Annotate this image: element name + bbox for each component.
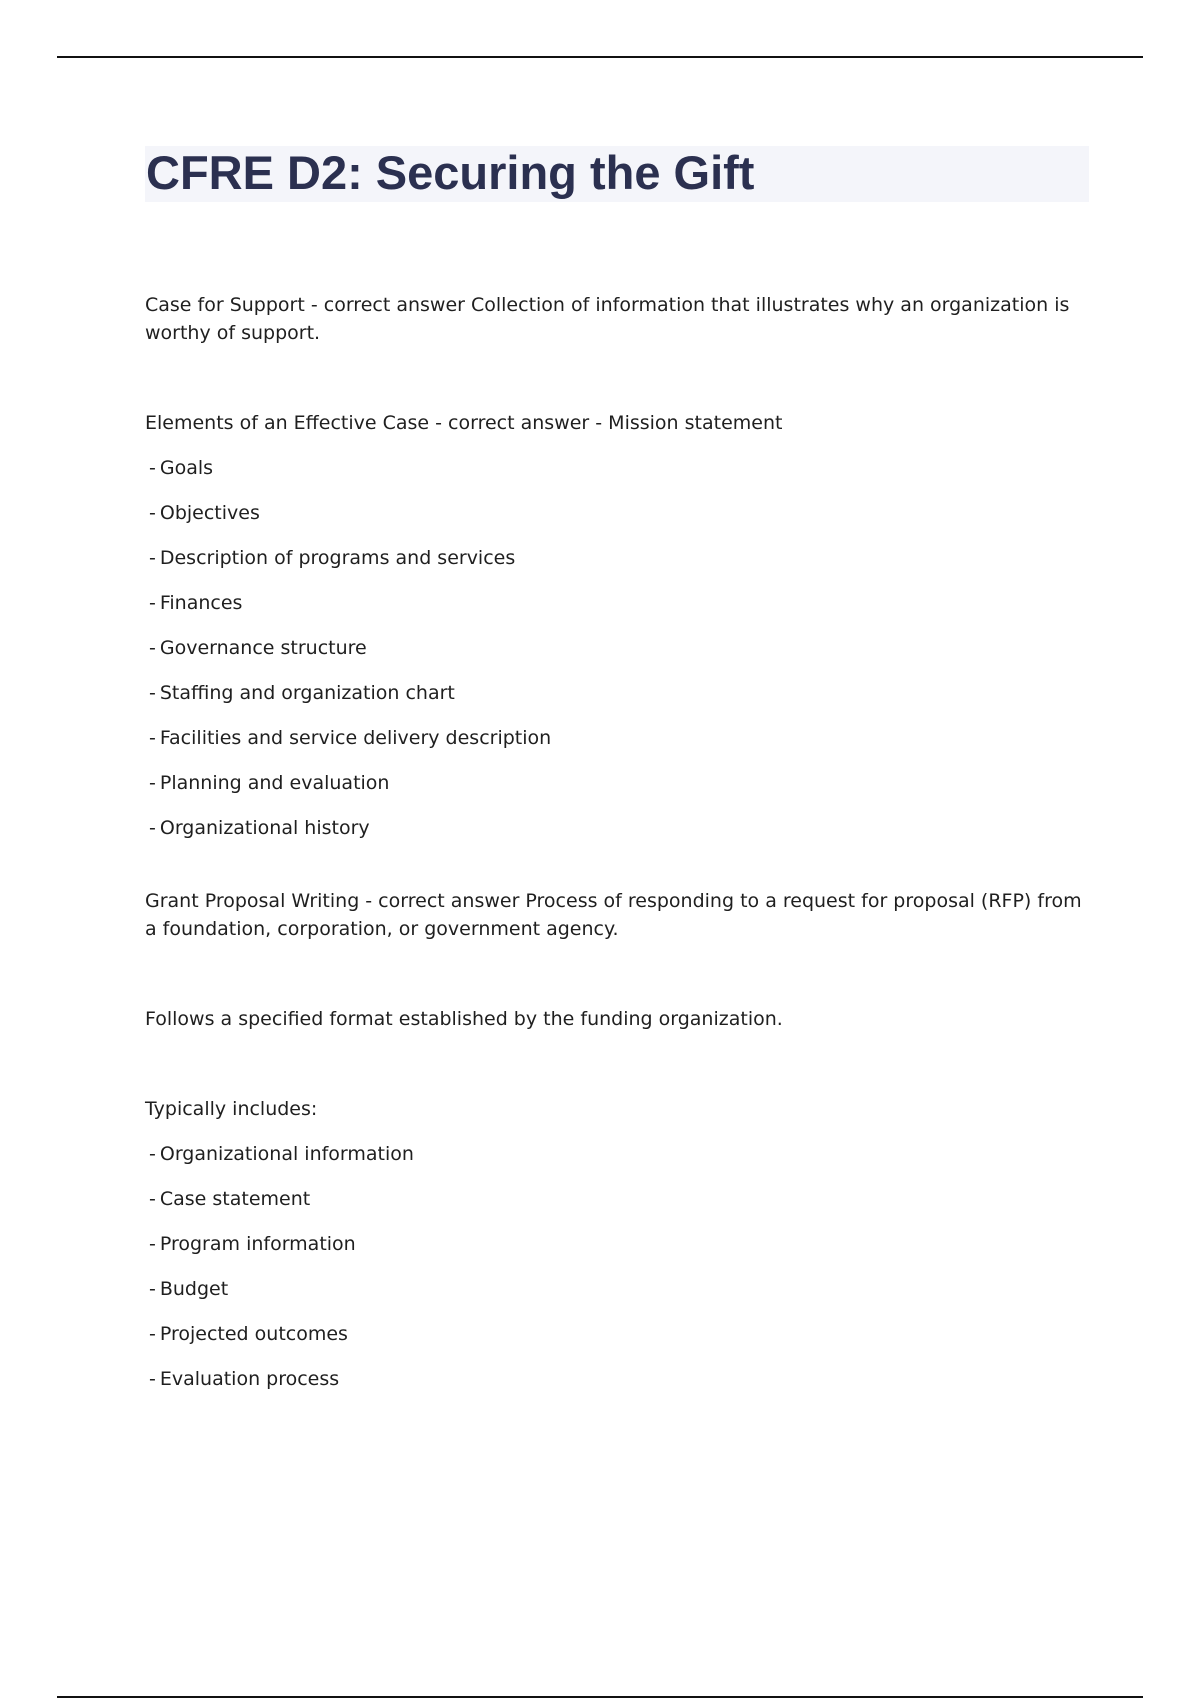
entry-elements-effective-case xyxy=(145,409,1095,842)
entry-grant-proposal-writing: Grant Proposal Writing - correct answer Process of responding to a request for proposal (RFP) from a foundation, corporation, or government agency. xyxy=(145,890,1082,940)
list-item-text: Governance structure xyxy=(159,637,367,659)
list-item xyxy=(149,724,1095,752)
dash: - xyxy=(149,592,156,614)
page-top-rule xyxy=(57,56,1143,58)
list-item xyxy=(149,769,1095,797)
list-item xyxy=(149,1275,1095,1303)
list-item-text: Description of programs and services xyxy=(159,547,516,569)
dash: - xyxy=(149,817,156,839)
dash: - xyxy=(149,1368,156,1390)
list-item-text: Planning and evaluation xyxy=(159,772,390,794)
list-item-text: Budget xyxy=(159,1278,229,1300)
list-item xyxy=(149,679,1095,707)
list-item xyxy=(149,1365,1095,1393)
list-item xyxy=(149,1230,1095,1258)
list-item xyxy=(149,814,1095,842)
dash: - xyxy=(149,1323,156,1345)
list-item xyxy=(149,634,1095,662)
dash: - xyxy=(149,502,156,524)
list-item-text: Organizational history xyxy=(159,817,370,839)
list-item-text: Program information xyxy=(159,1233,356,1255)
list-item-text: Finances xyxy=(159,592,243,614)
dash: - xyxy=(149,772,156,794)
dash: - xyxy=(149,547,156,569)
list-item-text: Facilities and service delivery description xyxy=(159,727,552,749)
list-item xyxy=(149,544,1095,572)
entry-follows-format: Follows a specified format established by the funding organization. xyxy=(145,1008,783,1030)
page-bottom-rule xyxy=(57,1696,1143,1698)
dash: - xyxy=(149,1188,156,1210)
elements-list xyxy=(145,454,1095,842)
dash: - xyxy=(149,727,156,749)
list-item-text: Staffing and organization chart xyxy=(159,682,455,704)
list-item xyxy=(149,1185,1095,1213)
dash: - xyxy=(149,1278,156,1300)
dash: - xyxy=(149,1143,156,1165)
includes-list xyxy=(145,1140,1095,1393)
list-item-text: Goals xyxy=(159,457,214,479)
entry-typically-includes xyxy=(145,1095,1095,1393)
list-item xyxy=(149,1320,1095,1348)
dash: - xyxy=(149,682,156,704)
document-title: CFRE D2: Securing the Gift xyxy=(146,146,755,199)
dash: - xyxy=(149,637,156,659)
entry-case-for-support: Case for Support - correct answer Collection of information that illustrates why an organization is worthy of support. xyxy=(145,294,1070,344)
list-item-text: Projected outcomes xyxy=(159,1323,348,1345)
list-item-text: Organizational information xyxy=(159,1143,414,1165)
list-item-text: Case statement xyxy=(159,1188,311,1210)
document-body xyxy=(145,291,1095,1410)
list-item xyxy=(149,454,1095,482)
list-item xyxy=(149,1140,1095,1168)
entry-text: Typically includes: xyxy=(145,1098,318,1120)
list-item-text: Evaluation process xyxy=(159,1368,340,1390)
list-item xyxy=(149,499,1095,527)
dash: - xyxy=(149,457,156,479)
dash: - xyxy=(149,1233,156,1255)
list-item xyxy=(149,589,1095,617)
list-item-text: Objectives xyxy=(159,502,260,524)
entry-text: Elements of an Effective Case - correct answer - Mission statement xyxy=(145,412,783,434)
